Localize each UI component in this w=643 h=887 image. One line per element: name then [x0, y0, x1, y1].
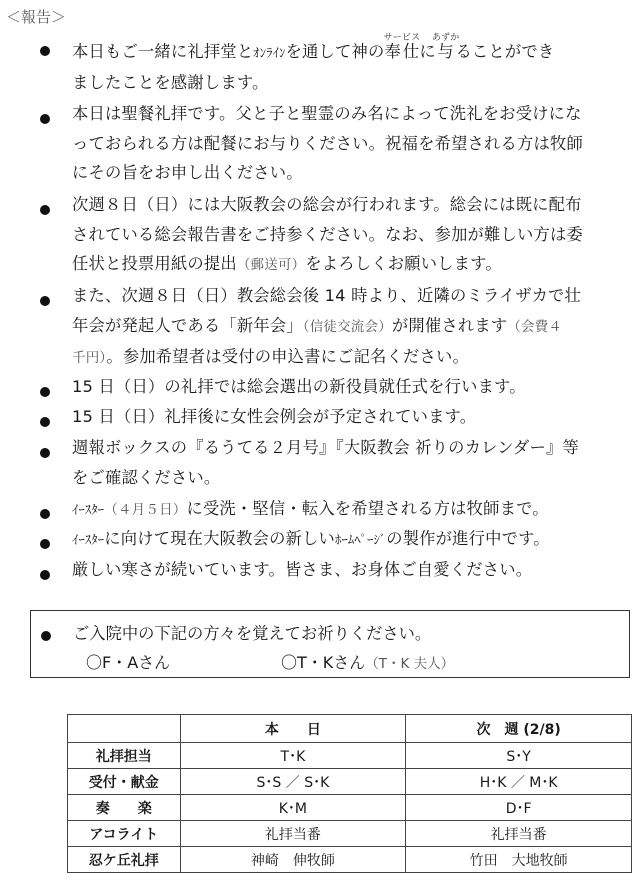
item-text: にその旨をお申し出ください。: [72, 163, 303, 183]
item-text: 週報ボックスの『るうてる２月号』『大阪教会 祈りのカレンダー』等: [72, 438, 579, 457]
table-row: [68, 769, 632, 795]
table-row: [68, 795, 632, 821]
item-text: に向けて現在大阪教会の新しい: [104, 529, 336, 548]
item-note: （信徒交流会）: [302, 318, 392, 335]
prayer-request-text: ご入院中の下記の方々を覚えてお祈りください。: [73, 624, 432, 643]
ruby-service: 奉仕サービス: [383, 33, 421, 61]
item-text: をよろしくお願いします。: [305, 254, 502, 274]
item-text: 本日もご一緒に礼拝堂と: [72, 42, 254, 61]
item-note: （４月５日）: [104, 502, 187, 518]
bullet-icon: [40, 205, 50, 215]
item-text: が開催されます: [391, 315, 508, 335]
item-text: の製作が進行中です。: [386, 529, 550, 548]
item-text-hankaku: ｲｰｽﾀｰ: [72, 502, 105, 517]
item-text: っておられる方は配餐にお与りください。祝福を希望される方は牧師: [72, 133, 583, 153]
item-text: ましたことを感謝します。: [72, 72, 269, 92]
table-header-empty: [68, 715, 181, 743]
cell-today: T･K: [180, 743, 406, 769]
item-text: 厳しい寒さが続いています。皆さま、お身体ご自愛ください。: [72, 560, 533, 579]
row-label: アコライト: [68, 821, 181, 847]
item-note: 千円）: [72, 350, 107, 367]
cell-today: 礼拝当番: [180, 821, 406, 847]
bullet-icon: [40, 570, 50, 580]
bullet-icon: [41, 631, 51, 641]
bullet-icon: [40, 448, 50, 458]
ruby-azukaru: 与あずか: [431, 33, 460, 61]
item-text: また、次週８日（日）教会総会後 14 時より、近隣のミライザカで壮: [72, 286, 582, 305]
table-header-next-week: 次 週 (2/8): [406, 715, 632, 743]
prayer-name: 〇T・Kさん: [281, 653, 366, 672]
bullet-icon: [40, 417, 50, 427]
table-row: [68, 847, 632, 873]
item-text-hankaku: ｲｰｽﾀｰ: [72, 532, 105, 547]
item-note: （会費４: [507, 318, 563, 335]
prayer-name-note: （T・K 夫人）: [365, 656, 455, 672]
cell-next-week: H･K ／ M･K: [406, 769, 632, 795]
item-text: 本日は聖餐礼拝です。父と子と聖霊のみ名によって洗礼をお受けにな: [72, 104, 582, 123]
prayer-names: [86, 650, 455, 673]
item-text: 年会が発起人である「新年会」: [72, 315, 303, 335]
row-label: 忍ケ丘礼拝: [68, 847, 181, 873]
cell-next-week: 礼拝当番: [406, 821, 632, 847]
table-row: [68, 743, 632, 769]
bullet-icon: [40, 387, 50, 397]
cell-next-week: S･Y: [406, 743, 632, 769]
bullet-icon: [40, 539, 50, 549]
bullet-icon: [40, 114, 50, 124]
item-text: 15 日（日）礼拝後に女性会例会が予定されています。: [72, 407, 477, 426]
item-text: 次週８日（日）には大阪教会の総会が行われます。総会には既に配布: [72, 195, 582, 214]
cell-today: 神崎 伸牧師: [180, 847, 406, 873]
table-header-today: 本 日: [180, 715, 406, 743]
item-text: 任状と投票用紙の提出: [72, 254, 237, 274]
item-note: （郵送可）: [236, 257, 306, 274]
item-text: ることができ: [455, 42, 555, 61]
bullet-icon: [40, 296, 50, 306]
row-label: 礼拝担当: [68, 743, 181, 769]
prayer-name: 〇F・Aさん: [86, 653, 171, 672]
item-text: をご確認ください。: [72, 467, 221, 487]
row-label: 奏 楽: [68, 795, 181, 821]
item-text-hankaku: ｵﾝﾗｲﾝ: [253, 45, 286, 60]
cell-next-week: D･F: [406, 795, 632, 821]
cell-next-week: 竹田 大地牧師: [406, 847, 632, 873]
row-label: 受付・献金: [68, 769, 181, 795]
item-text: に受洗・堅信・転入を希望される方は牧師まで。: [186, 499, 549, 518]
section-heading: ＜報告＞: [6, 8, 67, 26]
schedule-table: [67, 714, 632, 873]
item-text-hankaku: ﾎｰﾑﾍﾟｰｼﾞ: [335, 532, 387, 547]
table-header-row: [68, 715, 632, 743]
prayer-request-box: [30, 610, 630, 678]
item-text: を通して神の: [285, 42, 385, 61]
bullet-icon: [40, 509, 50, 519]
item-text: 15 日（日）の礼拝では総会選出の新役員就任式を行います。: [72, 377, 526, 396]
cell-today: S･S ／ S･K: [180, 769, 406, 795]
table-row: [68, 821, 632, 847]
cell-today: K･M: [180, 795, 406, 821]
item-text: されている総会報告書をご持参ください。なお、参加が難しい方は委: [72, 224, 583, 244]
item-text: 。参加希望者は受付の申込書にご記名ください。: [106, 347, 469, 367]
bullet-icon: [40, 46, 50, 56]
